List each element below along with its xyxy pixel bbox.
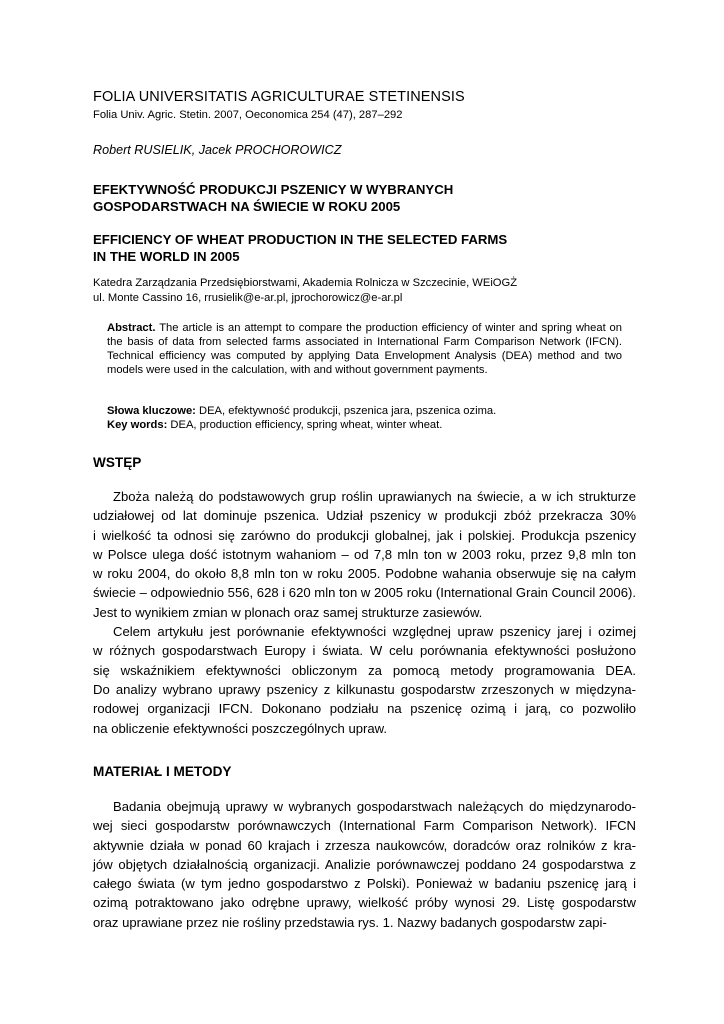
- text-line: Zboża należą do podstawowych grup roślin uprawianych na świecie, a w ich strukturze: [113, 489, 636, 504]
- title-english: [93, 231, 507, 265]
- abstract: [107, 321, 622, 377]
- affiliation-line: Katedra Zarządzania Przedsiębiorstwami, Akademia Rolnicza w Szczecinie, WEiOGŻ: [93, 277, 518, 289]
- title-english-line: IN THE WORLD IN 2005: [93, 249, 240, 264]
- keywords-polish-text: DEA, efektywność produkcji, pszenica jara, pszenica ozima.: [199, 405, 497, 417]
- paragraph: [93, 622, 636, 738]
- text-line: udziałowej od lat dominuje pszenica. Udział pszenicy w produkcji zbóż przekracza 30%: [93, 508, 636, 524]
- keywords-english-label: Key words:: [107, 418, 168, 431]
- text-line: Celem artykułu jest porównanie efektywności względnej upraw pszenicy jarej i ozimej: [113, 624, 636, 640]
- text-line: świecie – odpowiednio 556, 628 i 620 mln ton w 2005 roku (International Grain Council 2006).: [93, 585, 636, 601]
- text-line: w różnych gospodarstwach Europy i świata. W celu porównania efektywności posłużono: [93, 643, 636, 659]
- text-line: Jest to wynikiem zmian w plonach oraz samej strukturze zasiewów.: [93, 604, 483, 620]
- text-line: jów objętych działalnością organizacji. Analizie porównawczej poddano 24 gospodarstwa z: [93, 856, 636, 872]
- title-english-line: EFFICIENCY OF WHEAT PRODUCTION IN THE SELECTED FARMS: [93, 232, 508, 247]
- text-line: rodowej organizacji IFCN. Dokonano podziału na pszenicę ozimą i jarą, co pozwoliło: [93, 701, 636, 717]
- keywords-block: [107, 405, 622, 432]
- paragraph: [93, 797, 636, 932]
- authors: Robert RUSIELIK, Jacek PROCHOROWICZ: [93, 143, 342, 157]
- text-line: oraz uprawiane przez nie rośliny przedstawia rys. 1. Nazwy badanych gospodarstw zapi-: [93, 914, 607, 930]
- section-heading-introduction: WSTĘP: [93, 455, 142, 470]
- title-polish: [93, 181, 453, 215]
- paragraph: [93, 487, 636, 622]
- keywords-polish: [107, 405, 622, 419]
- title-polish-line: EFEKTYWNOŚĆ PRODUKCJI PSZENICY W WYBRANYCH: [93, 182, 454, 197]
- keywords-polish-label: Słowa kluczowe:: [107, 405, 196, 417]
- keywords-english-text: DEA, production efficiency, spring wheat, winter wheat.: [170, 418, 443, 431]
- text-line: całego świata (w tym jedno gospodarstwo z Polski). Ponieważ w badaniu pszenicę jarą i: [93, 876, 636, 892]
- text-line: się wskaźnikiem efektywności obliczonym za pomocą metody programowania DEA.: [93, 662, 636, 678]
- abstract-text: The article is an attempt to compare the production efficiency of winter and spring wheat on the basis of data from selected farms associated in International Farm Comparison Network (IFCN). Technical efficiency was computed by applying Data Envelopment Analysis (DEA) method and two models were used in the calculation, with and without government payments.: [107, 322, 622, 376]
- text-line: i wielkość ta odnosi się zarówno do produkcji globalnej, jak i polskiej. Produkcja pszenicy: [93, 527, 636, 543]
- text-line: ozimą potraktowano jako odrębne uprawy, wielkość próby wynosi 29. Listę gospodarstw: [93, 895, 636, 911]
- section-heading-methods: MATERIAŁ I METODY: [93, 764, 232, 779]
- text-line: aktywnie działa w ponad 60 krajach i zrzesza naukowców, doradców oraz rolników z kra-: [93, 837, 636, 853]
- text-line: Badania obejmują uprawy w wybranych gospodarstwach należących do międzynarodo-: [113, 799, 636, 814]
- abstract-label: Abstract.: [107, 322, 156, 334]
- text-line: wej sieci gospodarstw porównawczych (International Farm Comparison Network). IFCN: [93, 818, 636, 834]
- text-line: w Polsce ulega dość istotnym wahaniom – od 7,8 mln ton w 2003 roku, przez 9,8 mln ton: [93, 546, 636, 562]
- affiliation-line: ul. Monte Cassino 16, rrusielik@e-ar.pl, jprochorowicz@e-ar.pl: [93, 292, 403, 304]
- keywords-english: [107, 419, 622, 433]
- affiliation: [93, 276, 517, 306]
- text-line: w roku 2004, do około 8,8 mln ton w roku 2005. Podobne wahania obserwuje się na całym: [93, 566, 636, 582]
- text-line: Do analizy wybrano uprawy pszenicy z kilkunastu gospodarstw zrzeszonych w międzyna-: [93, 681, 636, 697]
- citation-line: Folia Univ. Agric. Stetin. 2007, Oeconomica 254 (47), 287–292: [93, 109, 403, 121]
- journal-name: FOLIA UNIVERSITATIS AGRICULTURAE STETINENSIS: [93, 89, 465, 105]
- section-body-introduction: [93, 487, 636, 738]
- section-body-methods: [93, 797, 636, 932]
- title-polish-line: GOSPODARSTWACH NA ŚWIECIE W ROKU 2005: [93, 199, 401, 214]
- text-line: na obliczenie efektywności poszczególnych upraw.: [93, 720, 388, 736]
